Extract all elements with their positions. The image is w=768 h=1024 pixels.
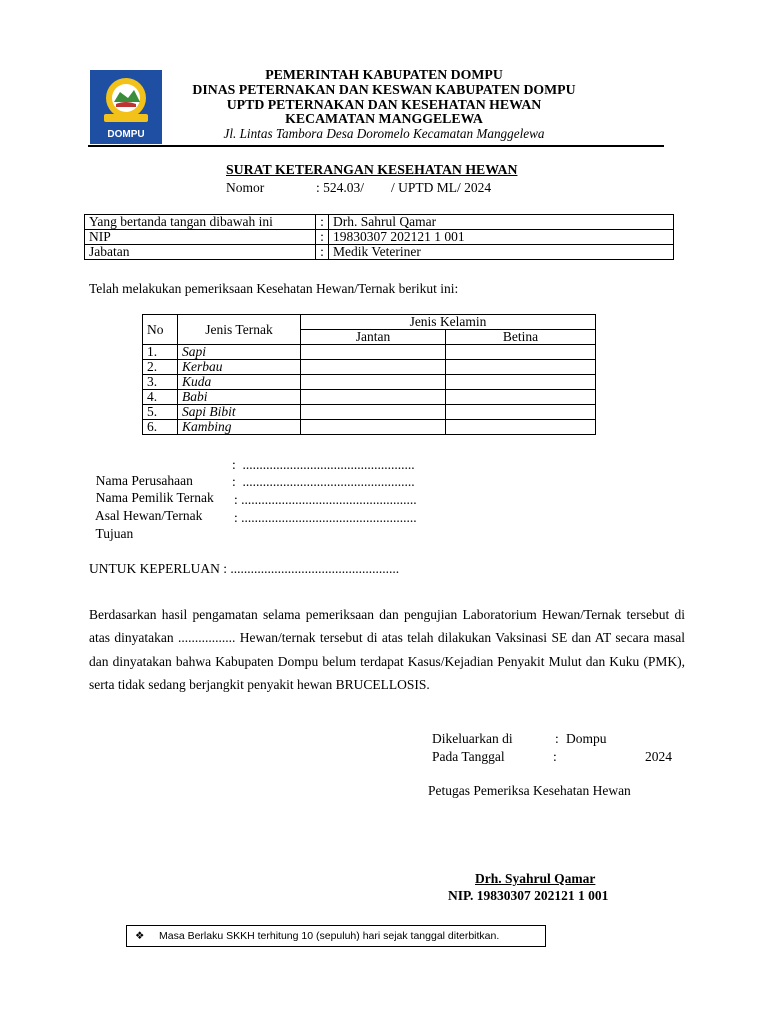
field-value: : .................................................... [234,510,417,525]
row-betina [446,375,596,390]
col-jenis: Jenis Ternak [178,315,301,345]
signer-nip: NIP. 19830307 202121 1 001 [448,888,609,903]
officer-sep: : [316,230,329,245]
col-jantan: Jantan [301,330,446,345]
validity-note [126,925,546,947]
row-jantan [301,390,446,405]
row-jantan [301,375,446,390]
document-title: SURAT KETERANGAN KESEHATAN HEWAN [226,162,518,177]
officer-label: NIP [85,230,316,245]
letterhead [170,68,598,142]
nomor-label: Nomor [226,180,265,195]
letterhead-address: Jl. Lintas Tambora Desa Doromelo Kecamatan Manggelewa [223,126,545,142]
row-betina [446,360,596,375]
row-jantan [301,420,446,435]
table-row [143,420,596,435]
row-betina [446,345,596,360]
officer-row [85,230,674,245]
table-row [143,390,596,405]
issued-date-value: 2024 [645,749,672,764]
field-value: : .................................................... [234,492,417,507]
table-row [143,360,596,375]
validity-note-text: Masa Berlaku SKKH terhitung 10 (sepuluh) hari sejak tanggal diterbitkan. [159,930,500,942]
issued-place-label: Dikeluarkan di [432,731,513,746]
letterhead-line-2: DINAS PETERNAKAN DAN KESWAN KABUPATEN DOMPU [192,81,576,97]
field-value: : ................................................... [232,474,415,489]
intro-text: Telah melakukan pemeriksaan Kesehatan Hewan/Ternak berikut ini: [89,281,459,296]
dompu-regency-logo [90,70,162,144]
col-betina: Betina [446,330,596,345]
col-kelamin: Jenis Kelamin [301,315,596,330]
diamond-bullet-icon: ❖ [135,930,145,942]
row-no: 1. [143,345,178,360]
nomor-value: : 524.03/ / UPTD ML/ 2024 [316,180,492,195]
row-animal: Kambing [178,420,301,435]
logo-text: DOMPU [107,129,145,140]
officer-sep: : [316,245,329,260]
row-no: 3. [143,375,178,390]
row-animal: Kerbau [178,360,301,375]
table-row [143,375,596,390]
livestock-table [142,314,596,435]
officer-value: Medik Veteriner [329,245,674,260]
issued-date-label: Pada Tanggal [432,749,505,764]
table-row [143,345,596,360]
table-row [143,405,596,420]
field-value: : ................................................... [232,457,415,472]
row-betina [446,405,596,420]
letterhead-line-4: KECAMATAN MANGGELEWA [285,111,483,127]
officer-table [84,214,674,260]
row-jantan [301,360,446,375]
issued-place-value: Dompu [566,731,607,746]
letterhead-line-3: UPTD PETERNAKAN DAN KESEHATAN HEWAN [226,96,542,112]
field-label: Tujuan [95,526,134,541]
row-animal: Babi [178,390,301,405]
officer-row [85,215,674,230]
row-no: 6. [143,420,178,435]
row-jantan [301,345,446,360]
officer-label: Yang bertanda tangan dibawah ini [85,215,316,230]
row-betina [446,390,596,405]
officer-sep: : [316,215,329,230]
row-betina [446,420,596,435]
signer-name: Drh. Syahrul Qamar [475,871,596,886]
row-no: 4. [143,390,178,405]
field-label: Nama Perusahaan [95,473,193,488]
row-animal: Kuda [178,375,301,390]
header-divider [88,145,664,147]
letterhead-line-1: PEMERINTAH KABUPATEN DOMPU [265,67,503,82]
col-no: No [143,315,178,345]
row-animal: Sapi Bibit [178,405,301,420]
officer-label: Jabatan [85,245,316,260]
field-label: Nama Pemilik Ternak [95,490,214,505]
signer-role: Petugas Pemeriksa Kesehatan Hewan [428,783,631,798]
field-label: Asal Hewan/Ternak [95,508,203,523]
officer-value: Drh. Sahrul Qamar [329,215,674,230]
issued-place-sep: : [555,731,559,746]
officer-value: 19830307 202121 1 001 [329,230,674,245]
row-jantan [301,405,446,420]
row-no: 2. [143,360,178,375]
issued-date-sep: : [553,749,557,764]
statement-paragraph: Berdasarkan hasil pengamatan selama pemeriksaan dan pengujian Laboratorium Hewan/Ternak tersebut di atas dinyatakan ................. Hewan/ternak tersebut di atas telah dilakukan Vaksinasi SE dan AT secara masal dan dinyatakan bahwa Kabupaten Dompu belum terdapat Kasus/Kejadian Penyakit Mulut dan Kuku (PMK), serta tidak sedang berjangkit penyakit hewan BRUCELLOSIS. [89,607,685,692]
keperluan-line: UNTUK KEPERLUAN : .................................................. [89,561,400,576]
row-no: 5. [143,405,178,420]
officer-row [85,245,674,260]
row-animal: Sapi [178,345,301,360]
